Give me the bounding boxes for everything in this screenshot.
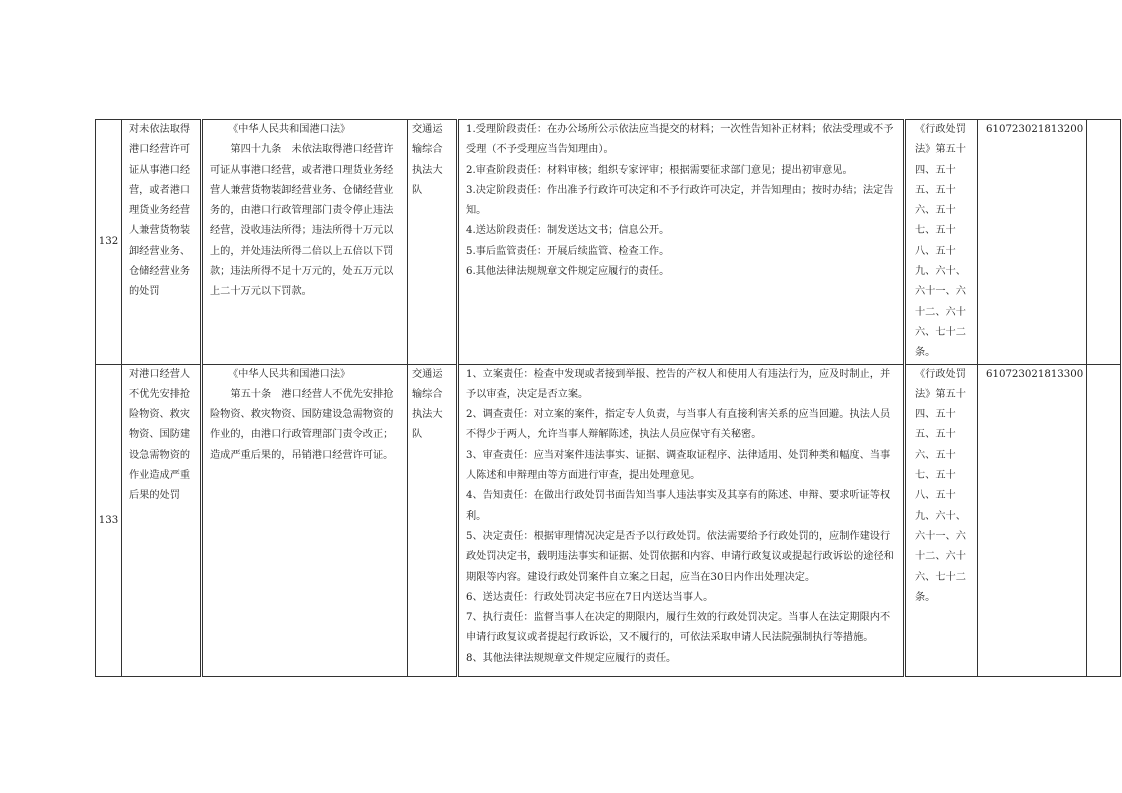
duty-item: 2.审查阶段责任：材料审核；组织专家评审；根据需要征求部门意见；提出初审意见。 bbox=[466, 164, 853, 176]
matter-name: 对港口经营人不优先安排抢险物资、救灾物资、国防建设急需物资的作业造成严重后果的处罚 bbox=[122, 364, 202, 676]
responsibility-items bbox=[458, 120, 905, 365]
duty-item: 2、调查责任：对立案的案件，指定专人负责，与当事人有直接利害关系的应当回避。执法人员不得少于两人，允许当事人辩解陈述，执法人员应保守有关秘密。 bbox=[466, 409, 891, 441]
remarks bbox=[1087, 364, 1121, 676]
responsibility-basis: 《行政处罚法》第五十四、五十五、五十六、五十七、五十八、五十九、六十、六十一、六十二、六十六、七十二条。 bbox=[905, 364, 978, 676]
duty-item: 3、审查责任：应当对案件违法事实、证据、调查取证程序、法律适用、处罚种类和幅度、当事人陈述和申辩理由等方面进行审查，提出处理意见。 bbox=[466, 449, 891, 482]
item-code: 610723021813200 bbox=[978, 120, 1087, 365]
duty-item: 1.受理阶段责任：在办公场所公示依法应当提交的材料；一次性告知补正材料；依法受理或不予受理（不予受理应当告知理由）。 bbox=[466, 124, 894, 156]
table-row bbox=[96, 364, 1121, 676]
duty-item: 4.送达阶段责任：制发送达文书；信息公开。 bbox=[466, 225, 670, 237]
responsibility-items bbox=[458, 364, 905, 676]
law-article: 第五十条 港口经营人不优先安排抢险物资、救灾物资、国防建设急需物资的作业的，由港口行政管理部门责令改正；造成严重后果的，吊销港口经营许可证。 bbox=[210, 388, 394, 461]
duty-item: 3.决定阶段责任：作出准予行政许可决定和不予行政许可决定，并告知理由；按时办结；法定告知。 bbox=[466, 184, 894, 217]
item-code: 610723021813300 bbox=[978, 364, 1087, 676]
responsibility-table bbox=[95, 119, 1121, 677]
duty-item: 6、送达责任：行政处罚决定书应在7日内送达当事人。 bbox=[466, 591, 714, 603]
duty-item: 5、决定责任：根据审理情况决定是否予以行政处罚。依法需要给予行政处罚的，应制作建设行政处罚决定书，载明违法事实和证据、处罚依据和内容、申请行政复议或提起行政诉讼的途径和期限等内容。建设行政处罚案件自立案之日起，应当在30日内作出处理决定。 bbox=[466, 530, 894, 583]
law-title: 《中华人民共和国港口法》 bbox=[228, 368, 351, 380]
duty-item: 5.事后监管责任：开展后续监管、检查工作。 bbox=[466, 245, 670, 257]
matter-name: 对未依法取得港口经营许可证从事港口经营，或者港口理货业务经营人兼营货物装卸经营业务、仓储经营业务的处罚 bbox=[122, 120, 202, 365]
law-title: 《中华人民共和国港口法》 bbox=[228, 124, 351, 135]
table-row bbox=[96, 120, 1121, 365]
remarks bbox=[1087, 120, 1121, 365]
implementing-department: 交通运输综合执法大队 bbox=[408, 364, 458, 676]
duty-item: 4、告知责任：在做出行政处罚书面告知当事人违法事实及其享有的陈述、申辩、要求听证等权利。 bbox=[466, 490, 891, 522]
row-number: 132 bbox=[96, 120, 122, 365]
row-number: 133 bbox=[96, 364, 122, 676]
duty-item: 7、执行责任：监督当事人在决定的期限内，履行生效的行政处罚决定。当事人在法定期限内不申请行政复议或者提起行政诉讼，又不履行的，可依法采取申请人民法院强制执行等措施。 bbox=[466, 612, 891, 644]
duty-item: 1、立案责任：检查中发现或者接到举报、控告的产权人和使用人有违法行为，应及时制止，并予以审查，决定是否立案。 bbox=[466, 368, 891, 400]
duty-item: 6.其他法律法规规章文件规定应履行的责任。 bbox=[466, 266, 670, 278]
duty-item: 8、其他法律法规规章文件规定应履行的责任。 bbox=[466, 652, 677, 664]
responsibility-basis: 《行政处罚法》第五十四、五十五、五十六、五十七、五十八、五十九、六十、六十一、六十二、六十六、七十二条。 bbox=[905, 120, 978, 365]
implementing-department: 交通运输综合执法大队 bbox=[408, 120, 458, 365]
legal-basis bbox=[202, 364, 408, 676]
law-article: 第四十九条 未依法取得港口经营许可证从事港口经营，或者港口理货业务经营人兼营货物装卸经营业务、仓储经营业务的，由港口行政管理部门责令停止违法经营，没收违法所得；违法所得十万元以上的，并处违法所得二倍以上五倍以下罚款；违法所得不足十万元的，处五万元以上二十万元以下罚款。 bbox=[210, 144, 394, 298]
legal-basis bbox=[202, 120, 408, 365]
